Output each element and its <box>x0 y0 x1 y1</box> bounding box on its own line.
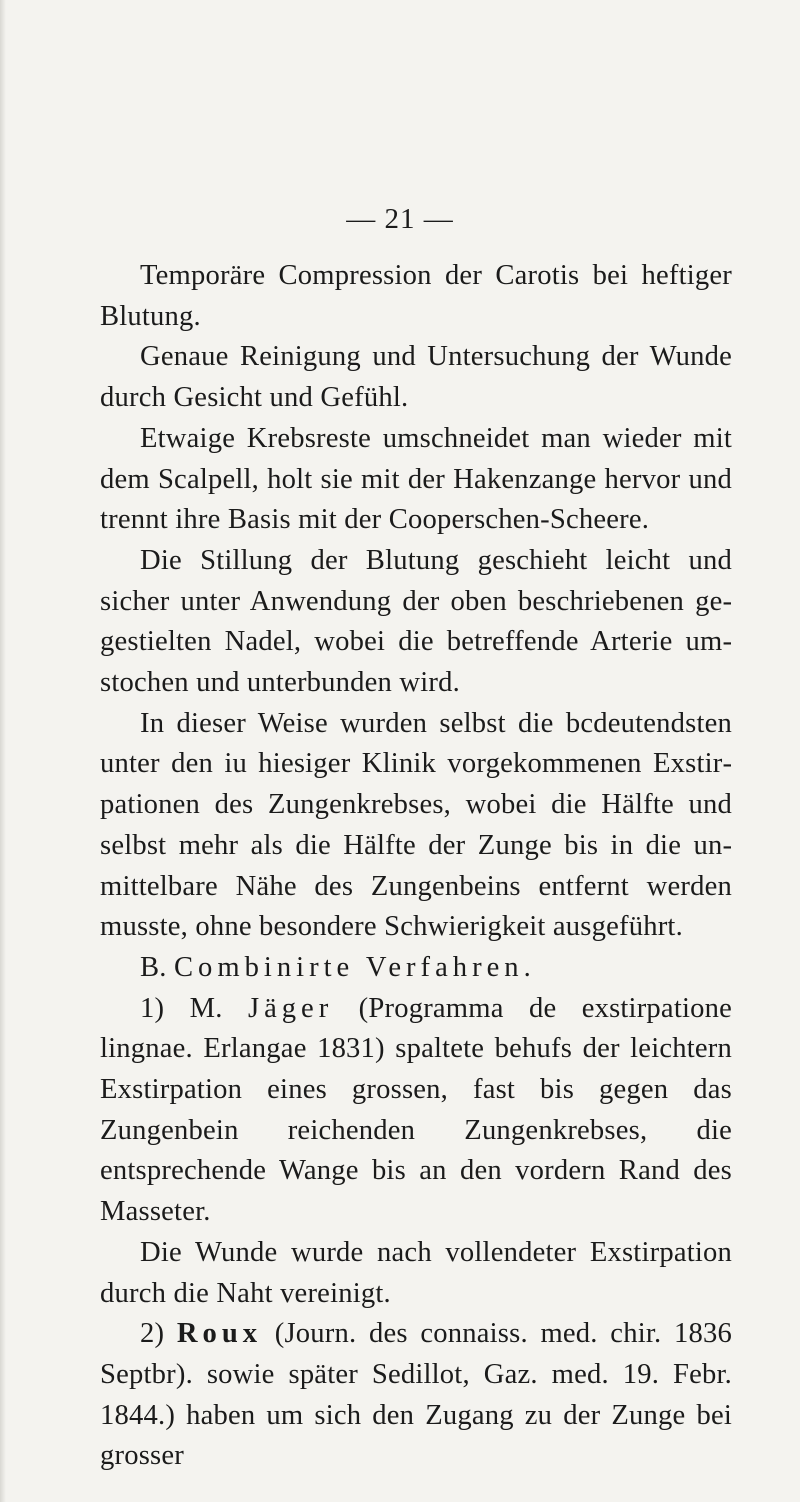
paragraph-jaeger <box>100 989 732 1233</box>
paragraph-cleaning: Genaue Reinigung und Untersuchung der Wunde durch Gesicht und Gefühl. <box>100 341 732 414</box>
paragraph-roux-prefix: 2) <box>140 1318 165 1350</box>
paragraph-bleeding: Die Stillung der Blutung geschieht leicht und sicher unter Anwendung der oben beschriebenen gegestielten Nadel, wobei die betreffende Arterie umstochen und unterbunden wird. <box>100 544 732 699</box>
author-name-jaeger: Jäger <box>247 992 334 1024</box>
paragraph-jaeger-text: (Programma de exstirpatione lingnae. Erlangae 1831) spaltete behufs der leichtern Exstirpation eines grossen, fast bis gegen das Zungenbein reichenden Zungenkrebses, die entsprechende Wange bis an den vordern Rand des Masseter. <box>100 992 732 1228</box>
paragraph-roux <box>100 1314 732 1477</box>
section-heading-title: Combinirte Verfahren. <box>173 951 536 983</box>
paragraph-extirpations: In dieser Weise wurden selbst die bcdeutendsten unter den iu hiesiger Klinik vorgekommenen Exstirpationen des Zungenkrebses, wobei die Hälfte und selbst mehr als die Hälfte der Zunge bis in die unmittelbare Nähe des Zungenbeins entfernt werden musste, ohne besondere Schwierigkeit ausgeführt. <box>100 707 732 943</box>
body-text <box>100 256 732 1477</box>
paragraph-suture: Die Wunde wurde nach vollendeter Exstirpation durch die Naht vereinigt. <box>100 1236 732 1309</box>
paragraph-cancer-remnants: Etwaige Krebsreste umschneidet man wieder mit dem Scalpell, holt sie mit der Hakenzange hervor und trennt ihre Basis mit der Cooperschen-Scheere. <box>100 422 732 536</box>
paragraph-roux-text: (Journ. des connaiss. med. chir. 1836 Septbr). sowie später Sedillot, Gaz. med. 19. Febr. 1844.) haben um sich den Zugang zu der Zunge bei grosser <box>100 1318 732 1472</box>
page-number: — 21 — <box>346 203 454 235</box>
section-heading <box>100 948 732 989</box>
author-name-roux: Roux <box>176 1318 263 1350</box>
paragraph-compression: Temporäre Compression der Carotis bei heftiger Blutung. <box>100 260 732 332</box>
paragraph-jaeger-prefix: 1) M. <box>140 992 223 1024</box>
section-heading-prefix: B. <box>140 951 167 983</box>
